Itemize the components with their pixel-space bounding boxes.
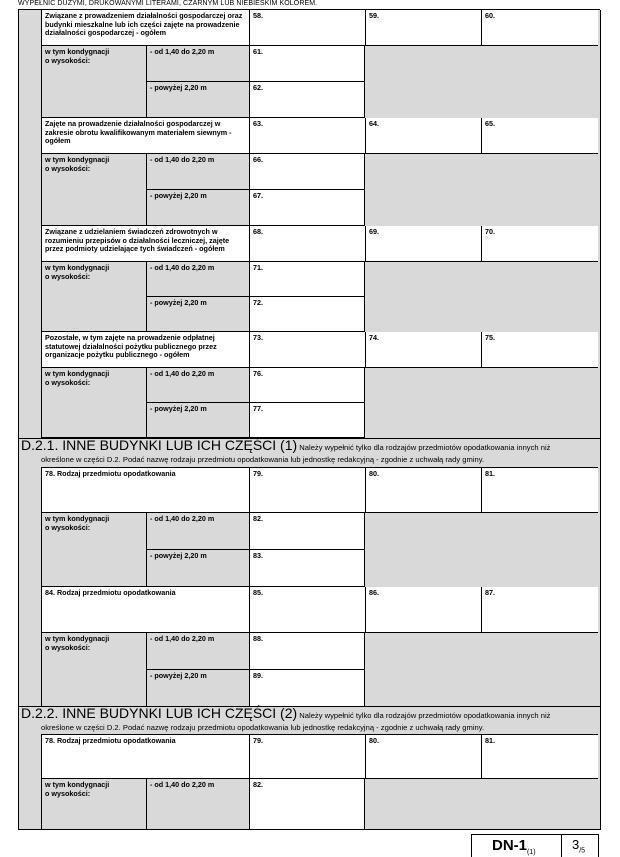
field-87[interactable]: 87. [481,587,598,633]
d21-g2-sub-label: w tym kondygnacji o wysokości: [42,633,146,706]
range-low-label: - od 1,40 do 2,20 m [146,368,249,403]
section-d2-1-desc-b: określone w części D.2. Podać nazwę rodzaju przedmiotu opodatkowania lub jednostkę redakcyjną - zgodnie z uchwałą rady gminy. [41,455,485,464]
group-68-label: Związane z udzielaniem świadczeń zdrowotnych w rozumieniu przepisów o działalności leczniczej, zajęte przez podmioty udzielające tych świadczeń - ogółem [42,226,249,262]
section-d2-1-header [21,437,598,453]
field-88[interactable]: 88. [249,633,365,670]
field-84[interactable]: 84. Rodzaj przedmiotu opodatkowania [42,587,249,633]
d22-field-82[interactable]: 82. [249,779,365,829]
d22-g1-sub-label: w tym kondygnacji o wysokości: [42,779,146,829]
form-code [492,837,536,856]
footer-divider [561,835,562,857]
group-63-label: Zajęte na prowadzenie działalności gospodarczej w zakresie obrotu kwalifikowanym materiałem siewnym - ogółem [42,118,249,154]
group-73-sub-label: w tym kondygnacji o wysokości: [42,368,146,438]
d22-field-81[interactable]: 81. [481,734,598,779]
field-82[interactable]: 82. [249,513,365,550]
field-76[interactable]: 76. [249,368,365,403]
range-low-label: - od 1,40 do 2,20 m [146,154,249,190]
field-60[interactable]: 60. [481,10,598,46]
field-64[interactable]: 64. [365,118,481,154]
field-62[interactable]: 62. [249,82,365,118]
field-89[interactable]: 89. [249,670,365,706]
field-83[interactable]: 83. [249,550,365,587]
section-side-margin [19,467,42,706]
d21-g1-sub-label: w tym kondygnacji o wysokości: [42,513,146,587]
field-61[interactable]: 61. [249,46,365,82]
range-low-label: - od 1,40 do 2,20 m [146,513,249,550]
field-70[interactable]: 70. [481,226,598,262]
section-d2-continuation [18,10,601,438]
range-low-label: - od 1,40 do 2,20 m [146,633,249,670]
group-73-label: Pozostałe, w tym zajęte na prowadzenie odpłatnej statutowej działalności pożytku publicznego przez organizacje pożytku publicznego - ogółem [42,332,249,368]
field-81[interactable]: 81. [481,467,598,513]
group-58-label: Związane z prowadzeniem działalności gospodarczej oraz budynki mieszkalne lub ich części zajęte na prowadzenie działalności gospodarczej - ogółem [42,10,249,46]
field-73[interactable]: 73. [249,332,365,368]
form-footer [471,834,599,857]
section-side-margin [19,10,42,438]
form-version: (1) [527,849,536,856]
section-side-margin [19,734,42,829]
page-num: 3 [572,837,580,852]
field-79[interactable]: 79. [249,467,365,513]
field-80[interactable]: 80. [365,467,481,513]
page-number [572,837,585,855]
range-low-label: - od 1,40 do 2,20 m [146,46,249,82]
field-74[interactable]: 74. [365,332,481,368]
field-67[interactable]: 67. [249,190,365,226]
section-d2-1 [18,438,601,706]
section-d2-1-title: D.2.1. INNE BUDYNKI LUB ICH CZĘŚCI (1) [21,437,298,453]
field-75[interactable]: 75. [481,332,598,368]
d22-field-80[interactable]: 80. [365,734,481,779]
section-d2-1-desc-a: Należy wypełnić tylko dla rodzajów przedmiotów opodatkowania innych niż [299,443,551,452]
field-66[interactable]: 66. [249,154,365,190]
section-d2-2-desc-b: określone w części D.2. Podać nazwę rodzaju przedmiotu opodatkowania lub jednostkę redakcyjną - zgodnie z uchwałą rady gminy. [41,723,485,732]
field-85[interactable]: 85. [249,587,365,633]
range-high-label: - powyżej 2,20 m [146,82,249,118]
section-d2-2-desc-a: Należy wypełnić tylko dla rodzajów przedmiotów opodatkowania innych niż [299,711,551,720]
form-bottom-border [18,829,601,830]
field-63[interactable]: 63. [249,118,365,154]
range-high-label: - powyżej 2,20 m [146,670,249,706]
range-low-label: - od 1,40 do 2,20 m [146,262,249,297]
field-59[interactable]: 59. [365,10,481,46]
section-d2-2 [18,706,601,829]
field-77[interactable]: 77. [249,403,365,438]
form-code-text: DN-1 [492,837,528,854]
field-78[interactable]: 78. Rodzaj przedmiotu opodatkowania [42,467,249,513]
group-63-sub-label: w tym kondygnacji o wysokości: [42,154,146,226]
page-total: /5 [579,847,586,855]
group-68-sub-label: w tym kondygnacji o wysokości: [42,262,146,332]
section-d2-2-header [21,705,598,721]
field-58[interactable]: 58. [249,10,365,46]
field-72[interactable]: 72. [249,297,365,332]
range-low-label: - od 1,40 do 2,20 m [146,779,249,829]
field-71[interactable]: 71. [249,262,365,297]
field-69[interactable]: 69. [365,226,481,262]
group-58-sub-label: w tym kondygnacji o wysokości: [42,46,146,118]
field-68[interactable]: 68. [249,226,365,262]
range-high-label: - powyżej 2,20 m [146,297,249,332]
range-high-label: - powyżej 2,20 m [146,403,249,438]
range-high-label: - powyżej 2,20 m [146,190,249,226]
section-d2-2-title: D.2.2. INNE BUDYNKI LUB ICH CZĘŚCI (2) [21,705,298,721]
d22-field-79[interactable]: 79. [249,734,365,779]
field-65[interactable]: 65. [481,118,598,154]
d22-field-78[interactable]: 78. Rodzaj przedmiotu opodatkowania [42,734,249,779]
range-high-label: - powyżej 2,20 m [146,550,249,587]
form-instruction-note: WYPEŁNIĆ DUŻYMI, DRUKOWANYMI LITERAMI, CZARNYM LUB NIEBIESKIM KOLOREM. [18,0,318,7]
field-86[interactable]: 86. [365,587,481,633]
